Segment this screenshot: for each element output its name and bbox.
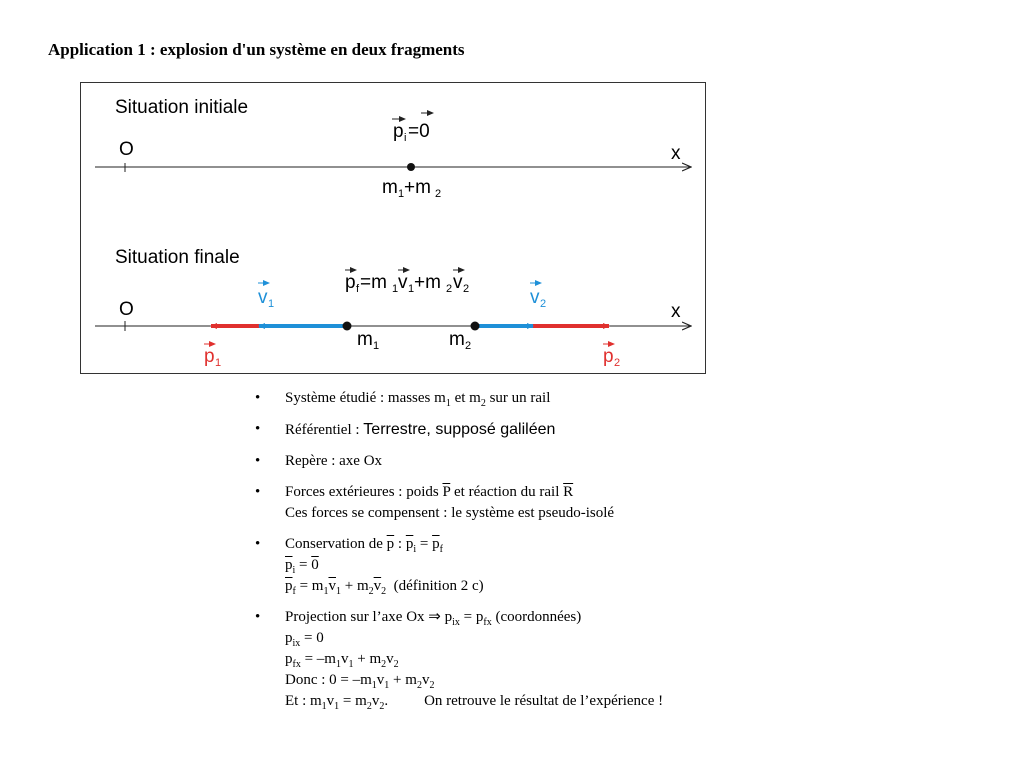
m2-label: m xyxy=(449,329,465,350)
referentiel-value: Terrestre, supposé galiléen xyxy=(363,421,556,438)
v1-label: v xyxy=(258,287,268,308)
pf-sub: f xyxy=(356,283,360,295)
bullet-repere: • Repère : axe Ox xyxy=(255,451,875,472)
pi-equals-zero: =0 xyxy=(408,121,430,142)
pi-symbol: p xyxy=(393,121,404,142)
pf-v1: v xyxy=(398,272,408,293)
m1-label-sub: 1 xyxy=(373,340,380,352)
initial-label: Situation initiale xyxy=(115,97,249,118)
p2-label: p xyxy=(603,346,614,367)
bullet-projection: • Projection sur l’axe Ox ⇒ $p_{ix} = p_{fx}$ (coordonnées) $p_{ix} = 0$ $p_{fx} = -m_1v_1 + m_2v_2$ Donc : $0 = -m_1v_1 + m_2v_2$ Et : $m_1v_1 = m_2v_2$. On retrouve le résultat de l’expérience ! xyxy=(255,607,875,712)
conclusion-text: On retrouve le résultat de l’expérience ! xyxy=(424,693,664,709)
final-label: Situation finale xyxy=(115,247,240,268)
m1-label: m xyxy=(357,329,373,350)
p2-label-sub: 2 xyxy=(614,357,621,369)
explosion-diagram xyxy=(80,82,706,374)
m2-label-sub: 2 xyxy=(465,340,472,352)
pi-subscript: i xyxy=(404,132,407,144)
v1-label-sub: 1 xyxy=(268,298,275,310)
pf-m2-sub: 2 xyxy=(446,283,453,295)
pf-v2-sub: 2 xyxy=(463,283,470,295)
pf-v1-sub: 1 xyxy=(408,283,415,295)
pf-plus-m2: +m xyxy=(414,272,441,293)
initial-axis-label: x xyxy=(671,143,681,164)
pf-eq-m1: =m xyxy=(360,272,387,293)
v2-label: v xyxy=(530,287,540,308)
p1-label-sub: 1 xyxy=(215,357,222,369)
bullet-system: • Système étudié : masses $m_1$ et $m_2$ sur un rail xyxy=(255,388,875,409)
mass-2-dot xyxy=(471,322,480,331)
combined-mass-sub2: 2 xyxy=(435,188,442,200)
page-title: Application 1 : explosion d'un système en deux fragments xyxy=(48,40,465,59)
final-axis-label: x xyxy=(671,301,681,322)
pf-symbol: p xyxy=(345,272,356,293)
final-origin: O xyxy=(119,299,134,320)
combined-mass-plus-m2: +m xyxy=(404,177,431,198)
combined-mass-sub1: 1 xyxy=(398,188,405,200)
bullet-forces: • Forces extérieures : poids $\overline{P}$ et réaction du rail $\overline{R}$ Ces forces se compensent : le système est pseudo-isolé xyxy=(255,482,875,524)
pf-v2: v xyxy=(453,272,463,293)
combined-mass-m1: m xyxy=(382,177,398,198)
p1-label: p xyxy=(204,346,215,367)
bullet-referentiel: • Référentiel : Terrestre, supposé galiléen xyxy=(255,419,875,441)
pf-m1-sub: 1 xyxy=(392,283,399,295)
bullet-conservation: • Conservation de $\overline{p}$ : $\overline{p}_i = \overline{p}_f$ $\overline{p}_i = 0$ $\overline{p}_f = m_1\overline{v}_1 + m_2\overline{v}_2$ (définition 2 c) xyxy=(255,534,875,597)
initial-origin: O xyxy=(119,139,134,160)
v2-label-sub: 2 xyxy=(540,298,547,310)
combined-mass-dot xyxy=(407,163,415,171)
bullet-list xyxy=(255,388,875,712)
mass-1-dot xyxy=(343,322,352,331)
